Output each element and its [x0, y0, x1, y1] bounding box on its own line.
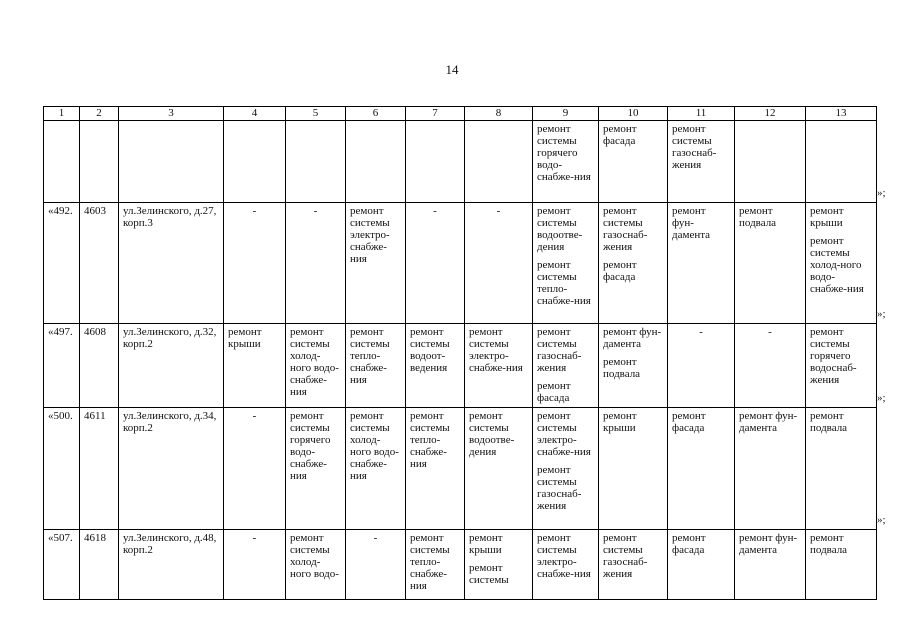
cell-text: ремонт системы газоснаб-жения	[603, 532, 648, 580]
table-cell	[465, 121, 533, 203]
table-cell	[735, 530, 806, 600]
table-cell	[599, 203, 668, 324]
table-cell	[286, 324, 346, 408]
cell-text: ремонт фасада	[537, 380, 571, 404]
table-cell	[735, 203, 806, 324]
table-row	[44, 324, 877, 408]
repair-schedule-table	[43, 106, 877, 600]
table-cell	[599, 121, 668, 203]
cell-text: 4618	[84, 532, 106, 544]
table-cell	[346, 121, 406, 203]
table-cell	[465, 324, 533, 408]
cell-text: -	[252, 205, 257, 217]
cell-text: ремонт системы газоснаб-жения	[537, 464, 582, 512]
row-terminator: »;	[877, 513, 886, 526]
table-cell	[286, 203, 346, 324]
cell-text: ремонт системы холод-ного водо-снабже-ния	[290, 326, 339, 398]
table-row	[44, 203, 877, 324]
column-number: 9	[533, 107, 599, 121]
cell-text: ремонт системы электро-снабже-ния	[537, 532, 591, 580]
cell-text: ремонт системы горячего водо-снабже-ния	[537, 123, 591, 183]
table-cell	[406, 324, 465, 408]
table-cell	[406, 203, 465, 324]
table-body	[44, 121, 877, 600]
table-cell	[224, 324, 286, 408]
cell-text: 4611	[84, 410, 106, 422]
table-cell	[668, 203, 735, 324]
cell-text: ремонт подвала	[739, 205, 777, 229]
table-cell	[668, 530, 735, 600]
cell-text: ремонт подвала	[810, 410, 848, 434]
table-cell	[406, 121, 465, 203]
cell-text: ремонт подвала	[603, 356, 641, 380]
cell-text: ремонт подвала	[810, 532, 848, 556]
cell-text: ул.Зелинского, д.34, корп.2	[123, 410, 217, 434]
table-cell	[346, 203, 406, 324]
table-cell	[806, 324, 877, 408]
cell-text: ремонт системы водоот-ведения	[410, 326, 450, 374]
cell-text: ремонт системы электро-снабже-ния	[469, 326, 523, 374]
cell-text: ремонт фун-дамента	[603, 326, 662, 350]
cell-text: ремонт системы водоотве-дения	[537, 205, 583, 253]
column-number: 2	[80, 107, 119, 121]
table-cell	[80, 530, 119, 600]
table-cell	[80, 121, 119, 203]
cell-text: -	[496, 205, 501, 217]
table-cell	[44, 408, 80, 530]
cell-text: ремонт системы холод-ного водо-	[290, 532, 339, 580]
table-cell	[44, 203, 80, 324]
header-row	[44, 107, 877, 121]
table-cell	[80, 203, 119, 324]
cell-text: ремонт системы газоснаб-жения	[672, 123, 717, 171]
table-cell	[668, 121, 735, 203]
cell-text: ремонт системы газоснаб-жения	[603, 205, 648, 253]
table-cell	[346, 408, 406, 530]
table-row	[44, 530, 877, 600]
cell-text: 4608	[84, 326, 106, 338]
table-cell	[668, 324, 735, 408]
table-cell	[224, 408, 286, 530]
column-number: 11	[668, 107, 735, 121]
column-number: 3	[119, 107, 224, 121]
table-cell	[533, 121, 599, 203]
table-cell	[806, 203, 877, 324]
cell-text: «507.	[48, 532, 73, 544]
table-cell	[119, 324, 224, 408]
cell-text: ремонт системы горячего водоснаб-жения	[810, 326, 857, 386]
cell-text: -	[768, 326, 772, 338]
table-row	[44, 121, 877, 203]
cell-text: ремонт системы горячего водо-снабже-ния	[290, 410, 331, 482]
cell-text: ул.Зелинского, д.27, корп.3	[123, 205, 217, 229]
cell-text: ремонт системы электро-снабже-ния	[537, 410, 591, 458]
cell-text: ремонт крыши	[469, 532, 503, 556]
cell-text: ремонт системы тепло-снабже-ния	[537, 259, 591, 307]
cell-text: ремонт системы тепло-снабже-ния	[350, 326, 390, 386]
page-number: 14	[445, 62, 459, 77]
column-number: 1	[44, 107, 80, 121]
table-cell	[44, 530, 80, 600]
column-number: 8	[465, 107, 533, 121]
cell-text: 4603	[84, 205, 106, 217]
table-cell	[224, 530, 286, 600]
table-cell	[599, 530, 668, 600]
table-cell	[119, 121, 224, 203]
table-cell	[465, 530, 533, 600]
row-terminator: »;	[877, 307, 886, 320]
cell-text: ремонт системы холод-ного водо-снабже-ния	[350, 410, 399, 482]
table-cell	[224, 203, 286, 324]
cell-text: ремонт системы тепло-снабже-ния	[410, 410, 450, 470]
cell-text: -	[252, 410, 257, 422]
cell-text: ремонт крыши	[228, 326, 262, 350]
table-cell	[80, 408, 119, 530]
cell-text: ремонт системы электро-снабже-ния	[350, 205, 390, 265]
table-cell	[806, 408, 877, 530]
table-cell	[346, 530, 406, 600]
column-number: 6	[346, 107, 406, 121]
table-cell	[806, 121, 877, 203]
table-row	[44, 408, 877, 530]
cell-text: ул.Зелинского, д.48, корп.2	[123, 532, 217, 556]
table-cell	[533, 530, 599, 600]
row-terminator: »;	[877, 186, 886, 199]
table-cell	[119, 203, 224, 324]
table-cell	[735, 324, 806, 408]
column-number: 12	[735, 107, 806, 121]
table-cell	[599, 408, 668, 530]
cell-text: -	[313, 205, 318, 217]
cell-text: ул.Зелинского, д.32, корп.2	[123, 326, 217, 350]
table-cell	[668, 408, 735, 530]
column-number: 13	[806, 107, 877, 121]
table-cell	[286, 121, 346, 203]
cell-text: -	[433, 205, 437, 217]
table-cell	[735, 408, 806, 530]
cell-text: ремонт крыши	[603, 410, 637, 434]
table-cell	[465, 408, 533, 530]
table-cell	[80, 324, 119, 408]
cell-text: -	[252, 532, 257, 544]
cell-text: «500.	[48, 410, 73, 422]
table-cell	[44, 121, 80, 203]
table-cell	[533, 324, 599, 408]
table-cell	[286, 530, 346, 600]
table-cell	[346, 324, 406, 408]
cell-text: ремонт фун-дамента	[739, 410, 798, 434]
cell-text: «497.	[48, 326, 73, 338]
cell-text: ремонт системы	[469, 562, 509, 586]
table-cell	[806, 530, 877, 600]
cell-text: ремонт фасада	[672, 532, 706, 556]
column-number: 7	[406, 107, 465, 121]
row-terminator: »;	[877, 391, 886, 404]
cell-text: «492.	[48, 205, 73, 217]
cell-text: -	[699, 326, 703, 338]
table-cell	[599, 324, 668, 408]
table-cell	[119, 530, 224, 600]
cell-text: ремонт системы газоснаб-жения	[537, 326, 582, 374]
cell-text: ремонт системы тепло-снабже-ния	[410, 532, 450, 592]
cell-text: -	[373, 532, 378, 544]
table-cell	[119, 408, 224, 530]
table-cell	[224, 121, 286, 203]
cell-text: ремонт фасада	[603, 259, 637, 283]
cell-text: ремонт фасада	[672, 410, 706, 434]
table-cell	[465, 203, 533, 324]
table-cell	[44, 324, 80, 408]
table-cell	[286, 408, 346, 530]
table-cell	[735, 121, 806, 203]
column-number: 4	[224, 107, 286, 121]
cell-text: ремонт крыши	[810, 205, 844, 229]
cell-text: ремонт фун-дамента	[739, 532, 798, 556]
cell-text: ремонт системы холод-ного водо-снабже-ния	[810, 235, 864, 295]
column-number: 10	[599, 107, 668, 121]
table-cell	[406, 408, 465, 530]
column-number: 5	[286, 107, 346, 121]
cell-text: ремонт системы водоотве-дения	[469, 410, 515, 458]
cell-text: ремонт фун-дамента	[672, 205, 711, 241]
table-cell	[406, 530, 465, 600]
cell-text: ремонт фасада	[603, 123, 637, 147]
table-cell	[533, 203, 599, 324]
table-cell	[533, 408, 599, 530]
